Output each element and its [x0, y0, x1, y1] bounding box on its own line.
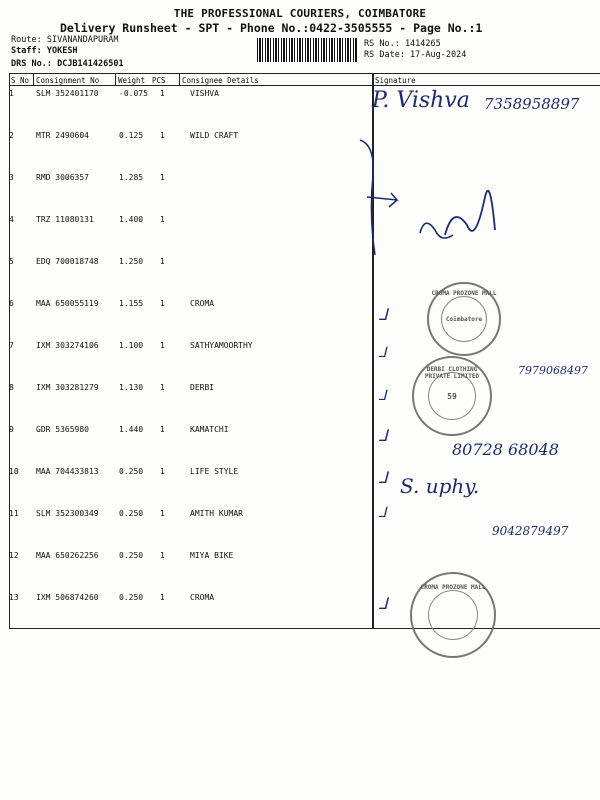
- cell-sno: 10: [9, 467, 19, 476]
- col-header-signature: Signature: [375, 76, 416, 85]
- cell-consignee: CROMA: [190, 593, 215, 602]
- mark-row-8: ᒧ: [378, 388, 387, 404]
- cell-weight: 1.440: [119, 425, 144, 434]
- cell-consignee: KAMATCHI: [190, 425, 229, 434]
- phone-row-9: 80728 68048: [452, 440, 559, 459]
- cell-consignment-no: IXM 506874260: [36, 593, 99, 602]
- cell-consignment-no: MTR 2490604: [36, 131, 89, 140]
- mark-row-9: ᒧ: [378, 426, 388, 445]
- staff-line: [11, 46, 78, 56]
- stamp-center-text: Coimbatore: [445, 316, 483, 323]
- drs-line: [11, 59, 124, 69]
- stamp-derbi-row-8: [412, 356, 492, 436]
- col-divider: [179, 73, 180, 86]
- cell-sno: 7: [9, 341, 14, 350]
- table-row: [9, 548, 600, 590]
- cell-weight: 1.250: [119, 257, 144, 266]
- stamp-croma-row-13: [410, 572, 496, 658]
- cell-sno: 1: [9, 89, 14, 98]
- cell-pcs: 1: [160, 257, 165, 266]
- route-line: [11, 35, 119, 45]
- cell-pcs: 1: [160, 425, 165, 434]
- table-row: [9, 464, 600, 506]
- signature-row-10: S. uphy.: [400, 474, 480, 498]
- bracket-scribble: [355, 135, 555, 265]
- cell-pcs: 1: [160, 383, 165, 392]
- cell-consignment-no: RMD 3006357: [36, 173, 89, 182]
- cell-weight: 0.250: [119, 551, 144, 560]
- cell-pcs: 1: [160, 299, 165, 308]
- cell-consignee: AMITH KUMAR: [190, 509, 243, 518]
- signature-row-1: P. Vishva: [372, 88, 470, 113]
- cell-pcs: 1: [160, 467, 165, 476]
- cell-weight: 0.250: [119, 467, 144, 476]
- cell-weight: 0.250: [119, 509, 144, 518]
- cell-consignment-no: MAA 650262256: [36, 551, 99, 560]
- cell-consignment-no: MAA 650055119: [36, 299, 99, 308]
- cell-sno: 9: [9, 425, 14, 434]
- cell-consignee: SATHYAMOORTHY: [190, 341, 253, 350]
- runsheet-title: THE PROFESSIONAL COURIERS, COIMBATORE: [173, 7, 427, 20]
- mark-row-13: ᒧ: [378, 594, 388, 613]
- cell-weight: 1.100: [119, 341, 144, 350]
- table-top-border: [9, 73, 600, 74]
- cell-consignee: WILD CRAFT: [190, 131, 239, 140]
- col-divider: [115, 73, 116, 86]
- stamp-ring-text: CROMA PROZONE MALL: [431, 290, 497, 297]
- cell-consignee: LIFE STYLE: [190, 467, 239, 476]
- cell-pcs: 1: [160, 173, 165, 182]
- cell-consignment-no: IXM 303274106: [36, 341, 99, 350]
- cell-sno: 11: [9, 509, 19, 518]
- stamp-inner-ring: [428, 590, 478, 640]
- barcode: [257, 38, 358, 62]
- cell-consignee: VISHVA: [190, 89, 219, 98]
- cell-pcs: 1: [160, 215, 165, 224]
- cell-consignment-no: EDQ 700018748: [36, 257, 99, 266]
- mark-row-10: ᒧ: [378, 468, 388, 487]
- drs-value: DCJB141426501: [57, 59, 124, 69]
- cell-sno: 6: [9, 299, 14, 308]
- staff-label: Staff:: [11, 46, 42, 56]
- cell-weight: 1.155: [119, 299, 144, 308]
- cell-sno: 12: [9, 551, 19, 560]
- col-header-sno: S No: [11, 76, 30, 85]
- cell-pcs: 1: [160, 509, 165, 518]
- cell-pcs: 1: [160, 551, 165, 560]
- cell-sno: 2: [9, 131, 14, 140]
- rs-date: RS Date: 17-Aug-2024: [364, 50, 467, 60]
- col-header-consignment: Consignment No: [36, 76, 100, 85]
- cell-consignment-no: TRZ 11080131: [36, 215, 94, 224]
- cell-pcs: 1: [160, 131, 165, 140]
- stamp-croma-row-6: [427, 282, 501, 356]
- stamp-ring-text: DERBI CLOTHING PRIVATE LIMITED: [424, 366, 480, 380]
- mark-row-7: ᒧ: [378, 345, 387, 361]
- table-row: [9, 380, 600, 422]
- col-header-pcs: PCS: [152, 76, 166, 85]
- cell-consignment-no: MAA 704433813: [36, 467, 99, 476]
- cell-consignee: MIYA BIKE: [190, 551, 234, 560]
- cell-weight: 0.250: [119, 593, 144, 602]
- phone-row-1: 7358958897: [484, 95, 580, 113]
- staff-value: YOKESH: [46, 46, 78, 56]
- route-value: SIVANANDAPURAM: [46, 35, 119, 45]
- cell-pcs: 1: [160, 89, 165, 98]
- mark-row-11: ᒧ: [378, 505, 387, 521]
- rs-number: RS No.: 1414265: [364, 39, 441, 49]
- cell-sno: 13: [9, 593, 19, 602]
- cell-weight: 0.125: [119, 131, 144, 140]
- cell-consignment-no: SLM 352401170: [36, 89, 99, 98]
- cell-sno: 8: [9, 383, 14, 392]
- mark-row-6: ᒧ: [378, 305, 388, 324]
- cell-consignee: DERBI: [190, 383, 215, 392]
- cell-weight: 1.285: [119, 173, 144, 182]
- col-header-weight: Weight: [118, 76, 146, 85]
- route-label: Route:: [11, 35, 42, 45]
- cell-sno: 5: [9, 257, 14, 266]
- stamp-ring-text: CROMA PROZONE MALL: [420, 584, 486, 591]
- col-divider: [33, 73, 34, 86]
- table-row: [9, 590, 600, 632]
- phone-row-7: 7979068497: [518, 364, 588, 377]
- cell-sno: 4: [9, 215, 14, 224]
- cell-consignment-no: IXM 303281279: [36, 383, 99, 392]
- col-header-consignee: Consignee Details: [182, 76, 259, 85]
- table-row: [9, 296, 600, 338]
- phone-row-11: 9042879497: [492, 524, 569, 538]
- runsheet-subtitle: Delivery Runsheet - SPT - Phone No.:0422-3505555 - Page No.:1: [60, 21, 483, 35]
- cell-consignment-no: SLM 352300349: [36, 509, 99, 518]
- cell-consignee: CROMA: [190, 299, 215, 308]
- drs-label: DRS No.:: [11, 59, 52, 69]
- cell-pcs: 1: [160, 341, 165, 350]
- table-row: [9, 338, 600, 380]
- cell-weight: -0.075: [119, 89, 148, 98]
- cell-weight: 1.130: [119, 383, 144, 392]
- cell-weight: 1.400: [119, 215, 144, 224]
- stamp-center-text: 59: [447, 392, 457, 401]
- cell-sno: 3: [9, 173, 14, 182]
- cell-consignment-no: GDR 5365980: [36, 425, 89, 434]
- cell-pcs: 1: [160, 593, 165, 602]
